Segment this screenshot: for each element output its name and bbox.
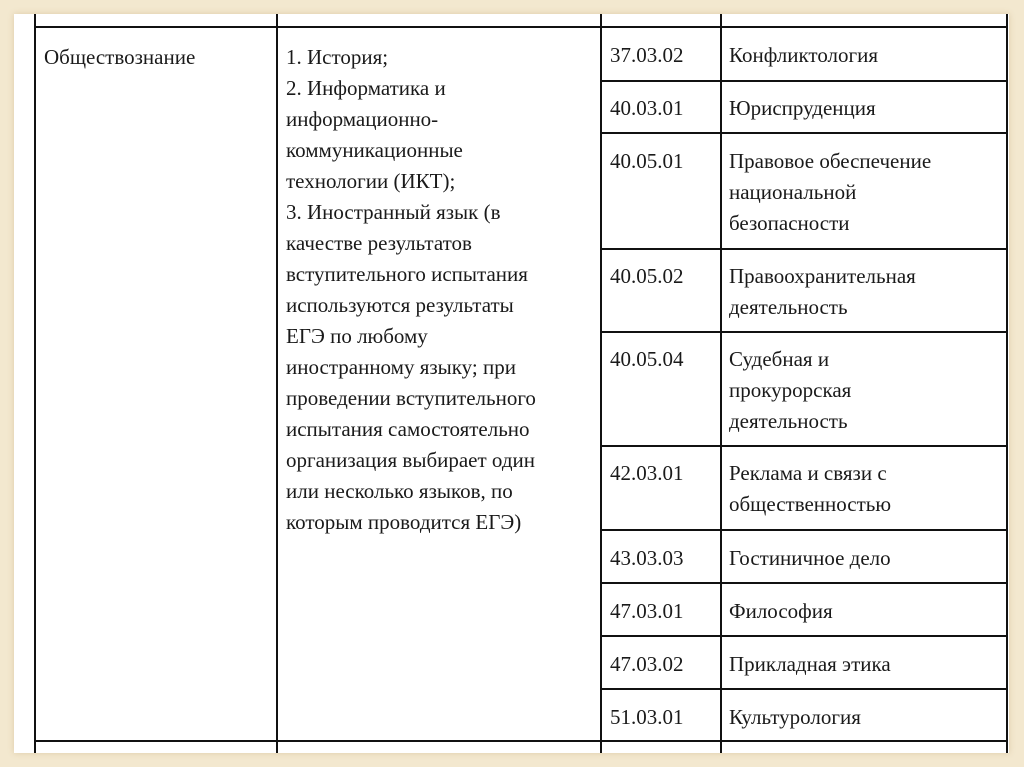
- program-name: Правоохранительная деятельность: [729, 264, 916, 319]
- program-code: 40.05.04: [610, 347, 684, 371]
- program-name: Конфликтология: [729, 43, 879, 67]
- program-name: Прикладная этика: [729, 652, 891, 676]
- document-page: [14, 14, 1009, 753]
- row-divider-8: [600, 635, 1008, 637]
- row-divider-1: [600, 80, 1008, 82]
- program-code: 40.05.01: [610, 149, 684, 173]
- program-name: Культурология: [729, 705, 861, 729]
- row-divider-9: [600, 688, 1008, 690]
- row-divider-7: [600, 582, 1008, 584]
- program-code: 37.03.02: [610, 43, 684, 67]
- program-code: 47.03.02: [610, 652, 684, 676]
- programs-table: [34, 14, 1009, 753]
- program-code: 51.03.01: [610, 705, 684, 729]
- program-code: 43.03.03: [610, 546, 684, 570]
- column-divider-4: [1006, 14, 1008, 753]
- program-name: Реклама и связи с общественностью: [729, 461, 892, 516]
- program-name: Правовое обеспечение национальной безопасности: [729, 149, 932, 235]
- row-divider-4: [600, 331, 1008, 333]
- column-divider-3: [720, 14, 722, 753]
- program-name: Юриспруденция: [729, 96, 876, 120]
- row-divider-5: [600, 445, 1008, 447]
- row-divider-6: [600, 529, 1008, 531]
- subject-cell: Обществознание: [44, 45, 196, 69]
- column-divider-1: [276, 14, 278, 753]
- table-top-border: [36, 26, 1008, 28]
- program-name: Судебная и прокурорская деятельность: [729, 347, 852, 433]
- row-divider-2: [600, 132, 1008, 134]
- program-name: Философия: [729, 599, 833, 623]
- program-name: Гостиничное дело: [729, 546, 891, 570]
- row-divider-3: [600, 248, 1008, 250]
- program-code: 40.03.01: [610, 96, 684, 120]
- program-code: 47.03.01: [610, 599, 684, 623]
- program-code: 40.05.02: [610, 264, 684, 288]
- requirements-cell: 1. История; 2. Информатика и информационно- коммуникационные технологии (ИКТ); 3. Иностранный язык (в качестве результатов вступительного испытания используются результаты ЕГЭ по любому иностранному языку; при проведении вступительного испытания самостоятельно организация выбирает один или несколько языков, по которым проводится ЕГЭ): [286, 45, 536, 534]
- program-code: 42.03.01: [610, 461, 684, 485]
- table-bottom-border: [36, 740, 1008, 742]
